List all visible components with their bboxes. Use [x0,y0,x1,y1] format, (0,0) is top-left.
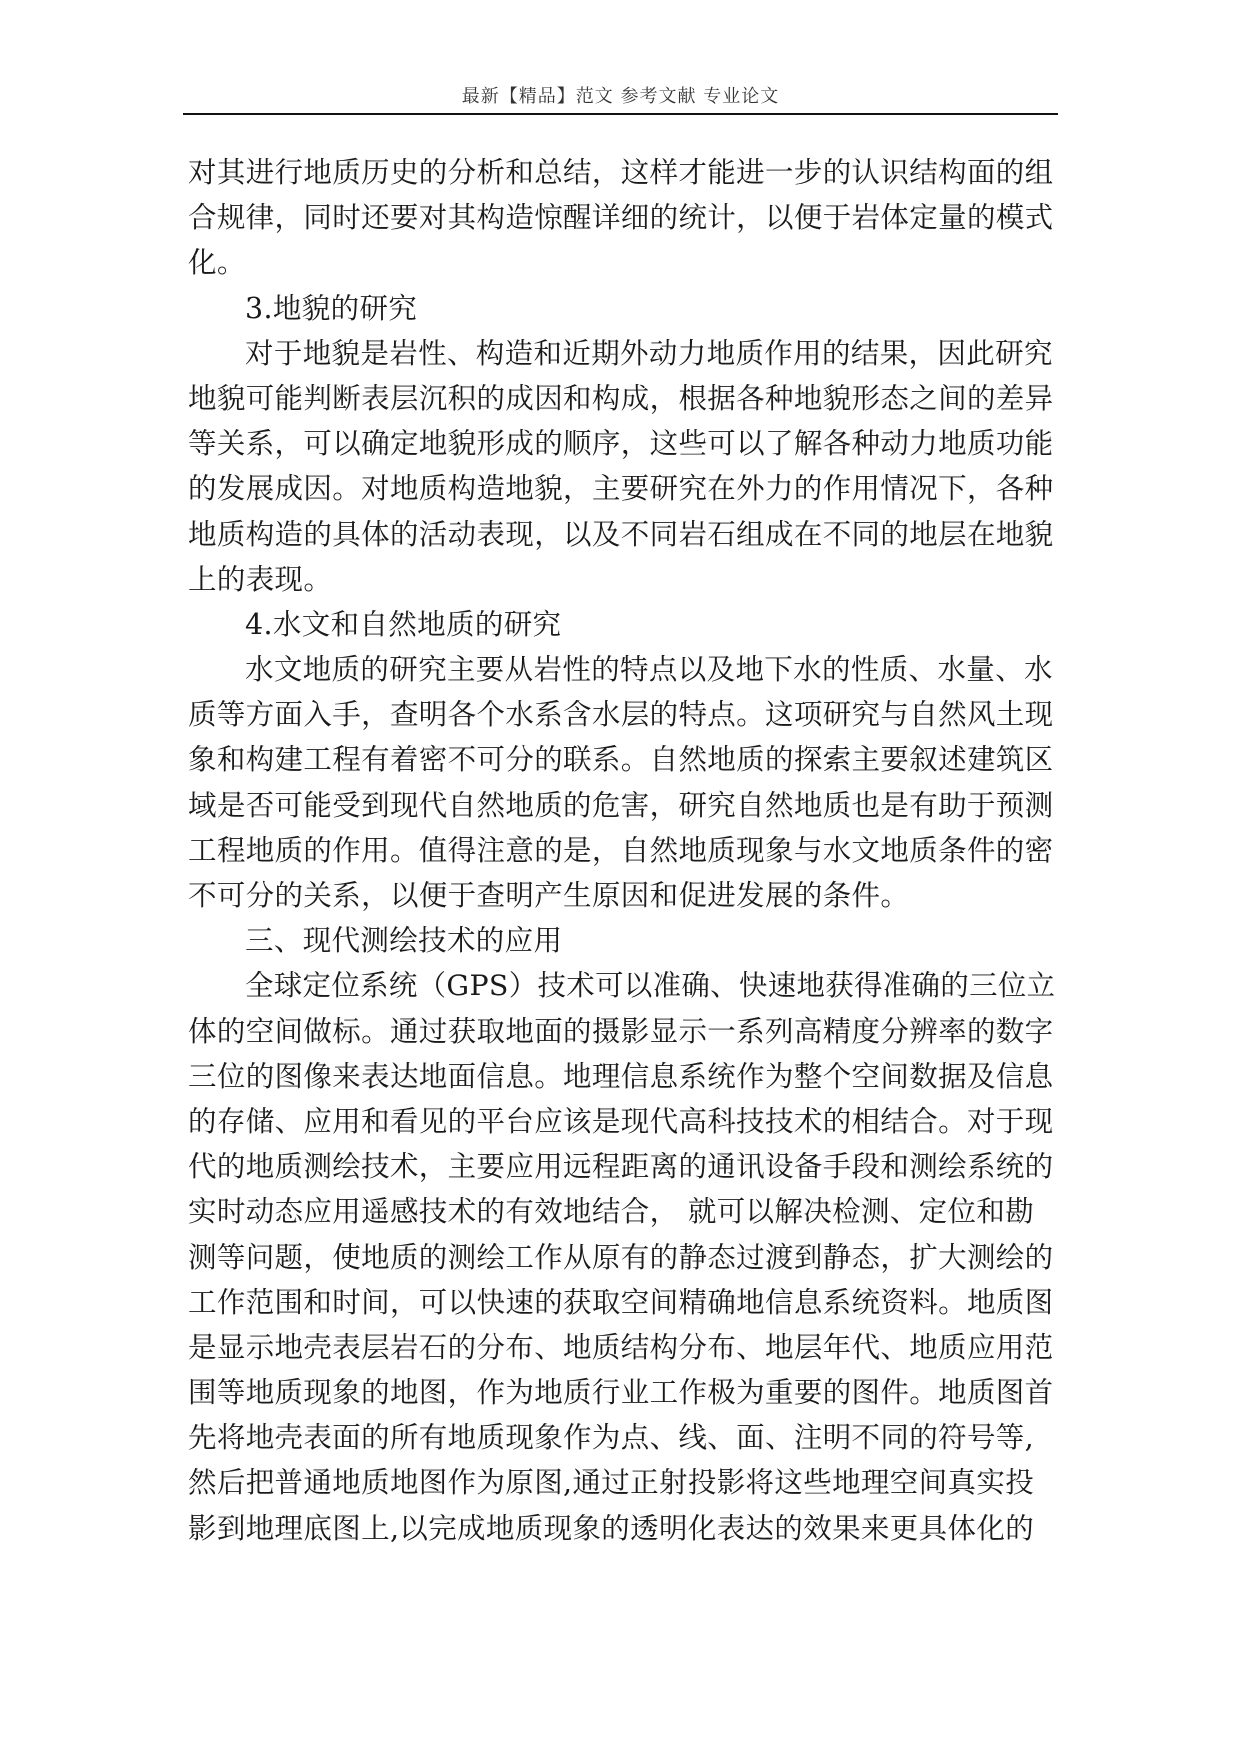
text-line: 体的空间做标。通过获取地面的摄影显示一系列高精度分辨率的数字 [188,1014,1054,1048]
text-line: 工作范围和时间，可以快速的获取空间精确地信息系统资料。地质图 [188,1285,1054,1319]
text-line: 是显示地壳表层岩石的分布、地质结构分布、地层年代、地质应用范 [188,1330,1054,1364]
section-heading: 三、现代测绘技术的应用 [245,924,563,958]
text-line: 三位的图像来表达地面信息。地理信息系统作为整个空间数据及信息 [188,1059,1054,1093]
text-line: 对其进行地质历史的分析和总结，这样才能进一步的认识结构面的组 [188,156,1054,189]
text-line: 然后把普通地质地图作为原图,通过正射投影将这些地理空间真实投 [188,1466,1035,1500]
body-text [188,150,1056,1551]
text-line: 的发展成因。对地质构造地貌，主要研究在外力的作用情况下，各种 [188,472,1054,506]
text-line: 对于地貌是岩性、构造和近期外动力地质作用的结果，因此研究 [245,336,1053,370]
text-line: 水文地质的研究主要从岩性的特点以及地下水的性质、水量、水 [245,653,1053,687]
text-line: 影到地理底图上,以完成地质现象的透明化表达的效果来更具体化的 [188,1511,1035,1545]
section-heading: 3.地貌的研究 [245,291,418,325]
text-line: 实时动态应用遥感技术的有效地结合， 就可以解决检测、定位和勘 [188,1195,1035,1229]
text-line: 围等地质现象的地图，作为地质行业工作极为重要的图件。地质图首 [188,1376,1054,1410]
text-line: 测等问题，使地质的测绘工作从原有的静态过渡到静态，扩大测绘的 [188,1240,1054,1274]
text-line: 先将地壳表面的所有地质现象作为点、线、面、注明不同的符号等, [188,1421,1035,1455]
text-line: 上的表现。 [188,562,333,596]
text-line: 化。 [188,246,246,280]
text-line: 地貌可能判断表层沉积的成因和构成，根据各种地貌形态之间的差异 [188,381,1054,415]
text-line: 全球定位系统（GPS）技术可以准确、快速地获得准确的三位立 [245,969,1056,1003]
text-line: 象和构建工程有着密不可分的联系。自然地质的探索主要叙述建筑区 [188,743,1054,777]
text-line: 不可分的关系，以便于查明产生原因和促进发展的条件。 [188,879,910,912]
text-line: 工程地质的作用。值得注意的是，自然地质现象与水文地质条件的密 [188,833,1054,867]
text-line: 质等方面入手，查明各个水系含水层的特点。这项研究与自然风土现 [188,698,1054,732]
text-line: 地质构造的具体的活动表现，以及不同岩石组成在不同的地层在地貌 [188,517,1054,551]
text-line: 代的地质测绘技术，主要应用远程距离的通讯设备手段和测绘系统的 [188,1150,1054,1184]
text-line: 合规律，同时还要对其构造惊醒详细的统计，以便于岩体定量的模式 [188,201,1054,235]
header-rule [183,113,1058,115]
text-line: 的存储、应用和看见的平台应该是现代高科技技术的相结合。对于现 [188,1104,1054,1138]
section-heading: 4.水文和自然地质的研究 [245,607,562,641]
text-line: 域是否可能受到现代自然地质的危害，研究自然地质也是有助于预测 [188,788,1054,822]
text-line: 等关系，可以确定地貌形成的顺序，这些可以了解各种动力地质功能 [188,427,1054,461]
page-header: 最新【精品】范文 参考文献 专业论文 [461,86,780,107]
